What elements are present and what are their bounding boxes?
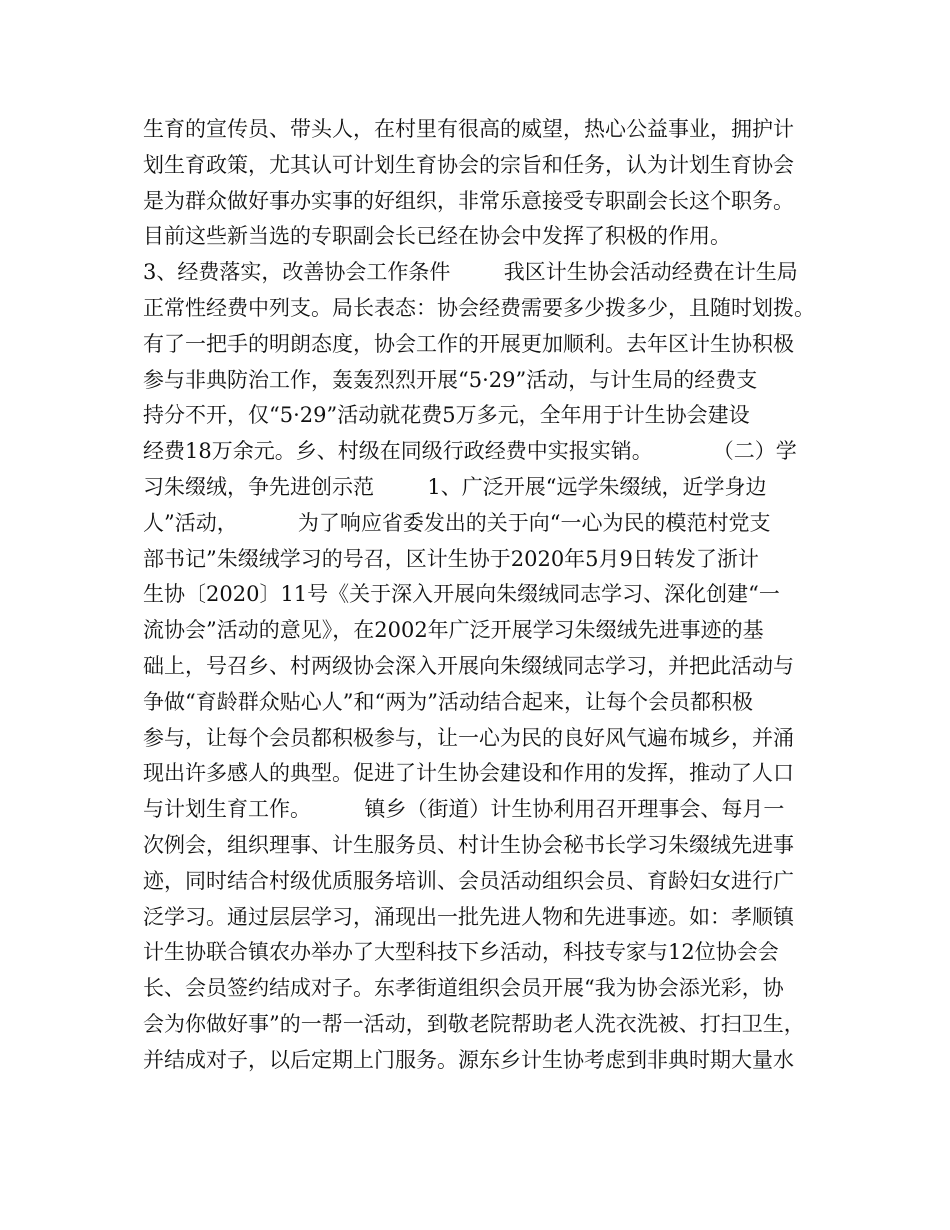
- text-line: 计生协联合镇农办举办了大型科技下乡活动，科技专家与12位协会会: [143, 940, 779, 965]
- text-line: 目前这些新当选的专职副会长已经在协会中发挥了积极的作用。: [143, 224, 731, 249]
- text-line: 人”活动， 为了响应省委发出的关于向“一心为民的模范村党支: [143, 510, 771, 535]
- text-line: 划生育政策，尤其认可计划生育协会的宗旨和任务，认为计划生育协会: [143, 152, 794, 177]
- text-line: 持分不开，仅“5·29”活动就花费5万多元，全年用于计生协会建设: [143, 403, 750, 428]
- text-line: 长、会员签约结成对子。东孝街道组织会员开展“我为协会添光彩，协: [143, 976, 784, 1001]
- text-line: 习朱缀绒，争先进创示范 1、广泛开展“远学朱缀绒，近学身边: [143, 474, 767, 499]
- text-line: 正常性经费中列支。局长表态：协会经费需要多少拨多少，且随时划拨。: [143, 295, 815, 320]
- text-line: 泛学习。通过层层学习，涌现出一批先进人物和先进事迹。如：孝顺镇: [143, 904, 794, 929]
- text-line: 会为你做好事”的一帮一活动，到敬老院帮助老人洗衣洗被、打扫卫生，: [143, 1011, 805, 1036]
- text-line: 次例会，组织理事、计生服务员、村计生协会秘书长学习朱缀绒先进事: [143, 832, 794, 857]
- body-text: [143, 112, 823, 1079]
- text-line: 生协〔2020〕11号《关于深入开展向朱缀绒同志学习、深化创建“一: [143, 582, 780, 607]
- text-line: 是为群众做好事办实事的好组织，非常乐意接受专职副会长这个职务。: [143, 188, 794, 213]
- text-line: 并结成对子，以后定期上门服务。源东乡计生协考虑到非典时期大量水: [143, 1047, 794, 1072]
- text-line: 争做“育龄群众贴心人”和“两为”活动结合起来，让每个会员都积极: [143, 689, 753, 714]
- text-line: 流协会”活动的意见》，在2002年广泛开展学习朱缀绒先进事迹的基: [143, 618, 764, 643]
- text-line: 参与，让每个会员都积极参与，让一心为民的良好风气遍布城乡，并涌: [143, 725, 794, 750]
- text-line: 参与非典防治工作，轰轰烈烈开展“5·29”活动，与计生局的经费支: [143, 367, 758, 392]
- text-line: 部书记”朱缀绒学习的号召，区计生协于2020年5月9日转发了浙计: [143, 546, 759, 571]
- text-line: 经费18万余元。乡、村级在同级行政经费中实报实销。 （二）学: [143, 439, 797, 464]
- text-line: 与计划生育工作。 镇乡（街道）计生协利用召开理事会、每月一: [143, 797, 785, 822]
- text-line: 生育的宣传员、带头人，在村里有很高的威望，热心公益事业，拥护计: [143, 117, 794, 141]
- text-line: 础上，号召乡、村两级协会深入开展向朱缀绒同志学习，并把此活动与: [143, 653, 794, 678]
- text-line: 现出许多感人的典型。促进了计生协会建设和作用的发挥，推动了人口: [143, 761, 794, 786]
- text-line: 有了一把手的明朗态度，协会工作的开展更加顺利。去年区计生协积极: [143, 331, 794, 356]
- text-line: 迹，同时结合村级优质服务培训、会员活动组织会员、育龄妇女进行广: [143, 868, 794, 893]
- text-line: 3、经费落实，改善协会工作条件 我区计生协会活动经费在计生局: [143, 260, 798, 285]
